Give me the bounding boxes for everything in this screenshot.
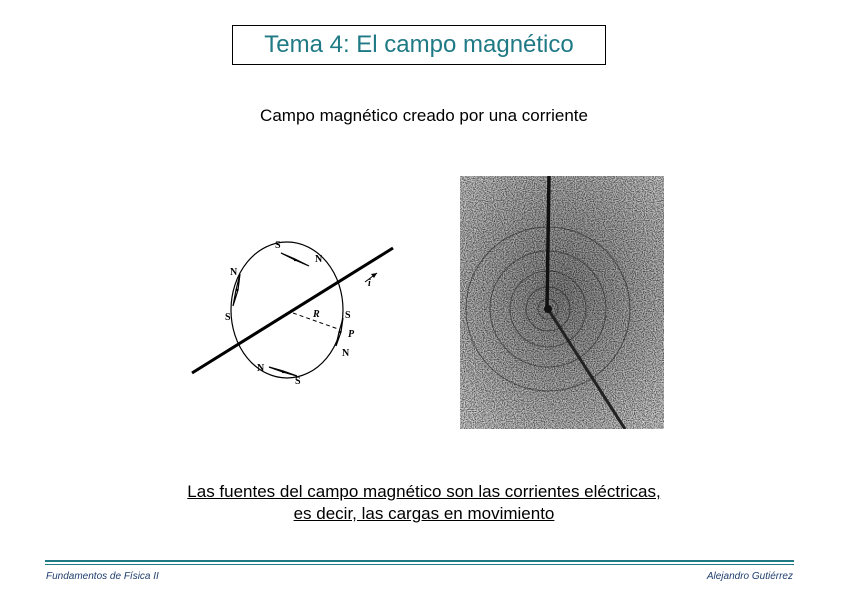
footer-rule-bottom [45, 564, 794, 565]
slide-title [232, 25, 606, 65]
footer-rule-top [45, 560, 794, 562]
label-s-left: S [225, 312, 231, 323]
label-n-right: N [342, 348, 350, 359]
label-n-left: N [230, 267, 238, 278]
statement [0, 481, 848, 525]
field-circle [231, 242, 343, 378]
label-s-top: S [275, 240, 281, 251]
label-n-bottom: N [257, 363, 265, 374]
label-i: i [368, 278, 371, 289]
statement-line-1: Las fuentes del campo magnético son las corrientes eléctricas, [187, 482, 661, 501]
label-s-right: S [345, 310, 351, 321]
footer-author: Alejandro Gutiérrez [706, 571, 793, 582]
label-n-top: N [315, 254, 323, 265]
vertical-wire [547, 176, 549, 309]
iron-filings-photo [460, 176, 664, 429]
current-wire [192, 248, 393, 373]
slide-subtitle: Campo magnético creado por una corriente [260, 106, 588, 125]
label-r: R [313, 309, 320, 320]
statement-line-2: es decir, las cargas en movimiento [293, 504, 555, 523]
label-s-bottom: S [295, 376, 301, 387]
label-p: P [348, 329, 355, 340]
footer-course: Fundamentos de Física II [46, 571, 159, 582]
slide-title-text: Tema 4: El campo magnético [264, 31, 574, 58]
compass-diagram [185, 210, 410, 405]
